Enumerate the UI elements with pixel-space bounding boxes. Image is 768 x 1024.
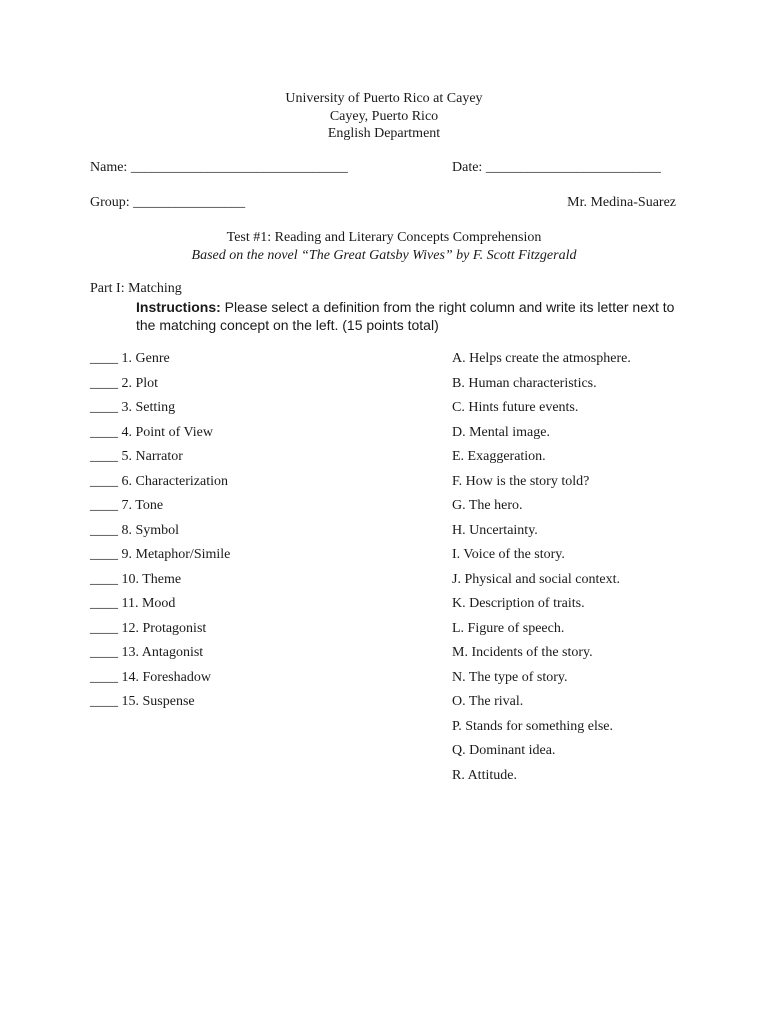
definition-item: M. Incidents of the story. bbox=[452, 645, 593, 660]
test-subtitle: Based on the novel “The Great Gatsby Wives” by F. Scott Fitzgerald bbox=[191, 247, 577, 263]
test-title: Test #1: Reading and Literary Concepts Comprehension bbox=[226, 230, 542, 245]
definitions-column bbox=[452, 350, 712, 791]
definition-item: H. Uncertainty. bbox=[452, 522, 538, 538]
concept-item: ____ 10. Theme bbox=[90, 571, 182, 587]
definition-item: B. Human characteristics. bbox=[452, 375, 597, 391]
concept-item: ____ 3. Setting bbox=[90, 400, 176, 415]
date-field[interactable]: Date: _________________________ bbox=[452, 160, 661, 175]
name-field[interactable]: Name: _______________________________ bbox=[90, 160, 348, 175]
definition-item: F. How is the story told? bbox=[452, 473, 590, 489]
concept-item: ____ 8. Symbol bbox=[90, 522, 180, 538]
concepts-column bbox=[90, 350, 430, 718]
department-name: English Department bbox=[327, 126, 441, 141]
concept-item: ____ 7. Tone bbox=[90, 498, 164, 513]
instructions-text: Please select a definition from the right column and write its letter next to the matching concept on the left. (15 points total) bbox=[136, 299, 675, 333]
concept-item: ____ 9. Metaphor/Simile bbox=[90, 547, 231, 562]
definition-item: P. Stands for something else. bbox=[452, 718, 613, 734]
university-city: Cayey, Puerto Rico bbox=[329, 108, 439, 124]
definition-item: O. The rival. bbox=[452, 694, 524, 709]
definition-item: C. Hints future events. bbox=[452, 400, 579, 415]
test-heading bbox=[0, 229, 768, 264]
part-label: Part I: Matching bbox=[90, 281, 182, 296]
concept-item: ____ 14. Foreshadow bbox=[90, 669, 211, 685]
definition-item: J. Physical and social context. bbox=[452, 571, 620, 587]
definition-item: R. Attitude. bbox=[452, 767, 517, 783]
university-name: University of Puerto Rico at Cayey bbox=[285, 91, 483, 106]
teacher-name: Mr. Medina-Suarez bbox=[567, 195, 676, 210]
definition-item: D. Mental image. bbox=[452, 424, 550, 440]
document-header bbox=[0, 90, 768, 143]
definition-item: G. The hero. bbox=[452, 498, 523, 513]
concept-item: ____ 4. Point of View bbox=[90, 424, 213, 440]
concept-item: ____ 12. Protagonist bbox=[90, 620, 207, 636]
concept-item: ____ 6. Characterization bbox=[90, 473, 229, 489]
concept-item: ____ 15. Suspense bbox=[90, 694, 195, 709]
instructions bbox=[136, 298, 676, 334]
definition-item: E. Exaggeration. bbox=[452, 449, 546, 464]
definition-item: L. Figure of speech. bbox=[452, 620, 565, 636]
concept-item: ____ 11. Mood bbox=[90, 596, 176, 611]
concept-item: ____ 2. Plot bbox=[90, 375, 159, 391]
concept-item: ____ 1. Genre bbox=[90, 351, 170, 366]
concept-item: ____ 13. Antagonist bbox=[90, 645, 204, 660]
instructions-label: Instructions: bbox=[136, 299, 221, 315]
concept-item: ____ 5. Narrator bbox=[90, 449, 183, 464]
definition-item: A. Helps create the atmosphere. bbox=[452, 351, 631, 366]
definition-item: Q. Dominant idea. bbox=[452, 743, 556, 758]
definition-item: K. Description of traits. bbox=[452, 596, 585, 611]
definition-item: I. Voice of the story. bbox=[452, 547, 565, 562]
group-field[interactable]: Group: ________________ bbox=[90, 195, 246, 210]
definition-item: N. The type of story. bbox=[452, 669, 568, 685]
